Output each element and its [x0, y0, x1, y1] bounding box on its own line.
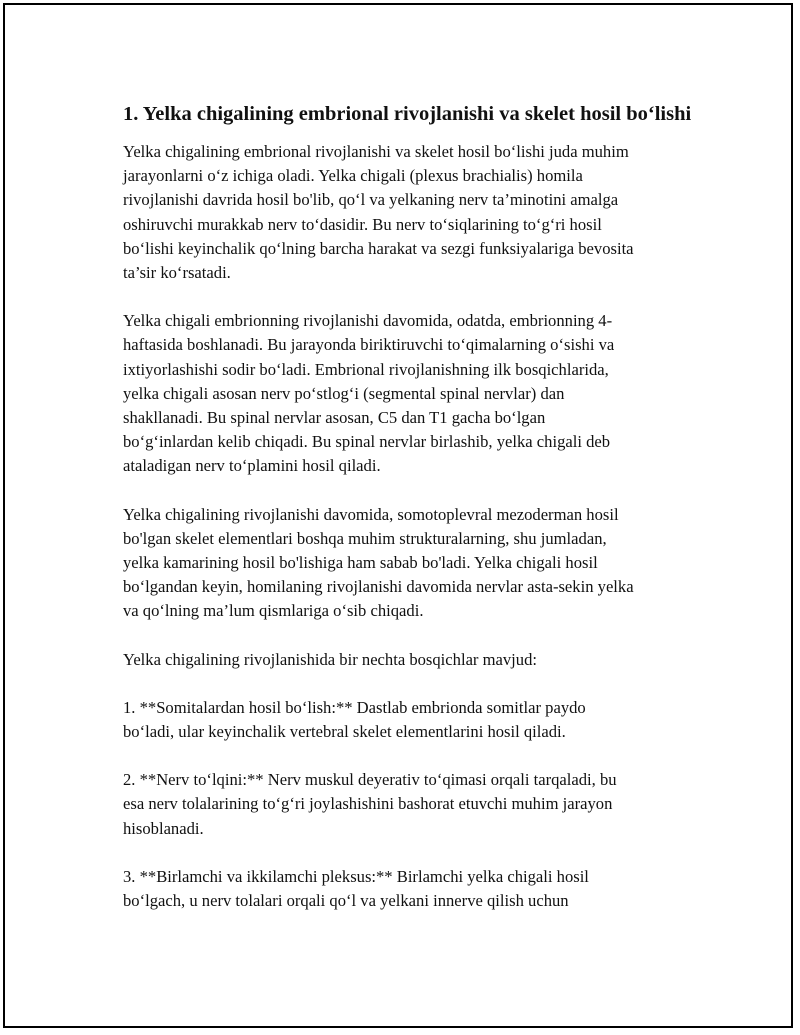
document-body	[123, 101, 713, 937]
list-item-stage-1: 1. **Somitalardan hosil bo‘lish:** Dastlab embrionda somitlar paydo bo‘ladi, ular keyinchalik vertebral skelet elementlarini hosil qiladi.	[123, 697, 586, 742]
paragraph-stages-intro: Yelka chigalining rivojlanishida bir nechta bosqichlar mavjud:	[123, 649, 537, 669]
paragraph-skeletal-elements: Yelka chigalining rivojlanishi davomida, somotoplevral mezoderman hosil bo'lgan skelet elementlari boshqa muhim strukturalarning, shu jumladan, yelka kamarining hosil bo'lishiga ham sabab bo'ladi. Yelka chigali hosil bo‘lgandan keyin, homilaning rivojlanishi davomida nervlar asta-sekin yelka va qo‘lning ma’lum qismlariga o‘sib chiqadi.	[123, 504, 634, 621]
list-item-stage-2: 2. **Nerv to‘lqini:** Nerv muskul deyerativ to‘qimasi orqali tarqaladi, bu esa nerv tolalarining to‘g‘ri joylashishini bashorat etuvchi muhim jarayon hisoblanadi.	[123, 770, 617, 838]
section-heading: 1. Yelka chigalining embrional rivojlanishi va skelet hosil bo‘lishi	[123, 103, 692, 125]
paragraph-intro: Yelka chigalining embrional rivojlanishi va skelet hosil bo‘lishi juda muhim jarayonlarni o‘z ichiga oladi. Yelka chigali (plexus brachialis) homila rivojlanishi davrida hosil bo'lib, qo‘l va yelkaning nerv ta’minotini amalga oshiruvchi murakkab nerv to‘dasidir. Bu nerv to‘siqlarining to‘g‘ri hosil bo‘lishi keyinchalik qo‘lning barcha harakat va sezgi funksiyalariga bevosita ta’sir ko‘rsatadi.	[123, 142, 634, 283]
paragraph-embryo-timing: Yelka chigali embrionning rivojlanishi davomida, odatda, embrionning 4- haftasida boshlanadi. Bu jarayonda biriktiruvchi to‘qimalarning o‘sishi va ixtiyorlashishi sodir bo‘ladi. Embrional rivojlanishning ilk bosqichlarida, yelka chigali asosan nerv po‘stlog‘i (segmental spinal nervlar) dan shakllanadi. Bu spinal nervlar asosan, C5 dan T1 gacha bo‘lgan bo‘g‘inlardan kelib chiqadi. Bu spinal nervlar birlashib, yelka chigali deb ataladigan nerv to‘plamini hosil qiladi.	[123, 311, 615, 476]
list-item-stage-3: 3. **Birlamchi va ikkilamchi pleksus:** Birlamchi yelka chigali hosil bo‘lgach, u nerv tolalari orqali qo‘l va yelkani innerve qilish uchun	[123, 866, 589, 911]
page-frame	[3, 3, 793, 1028]
